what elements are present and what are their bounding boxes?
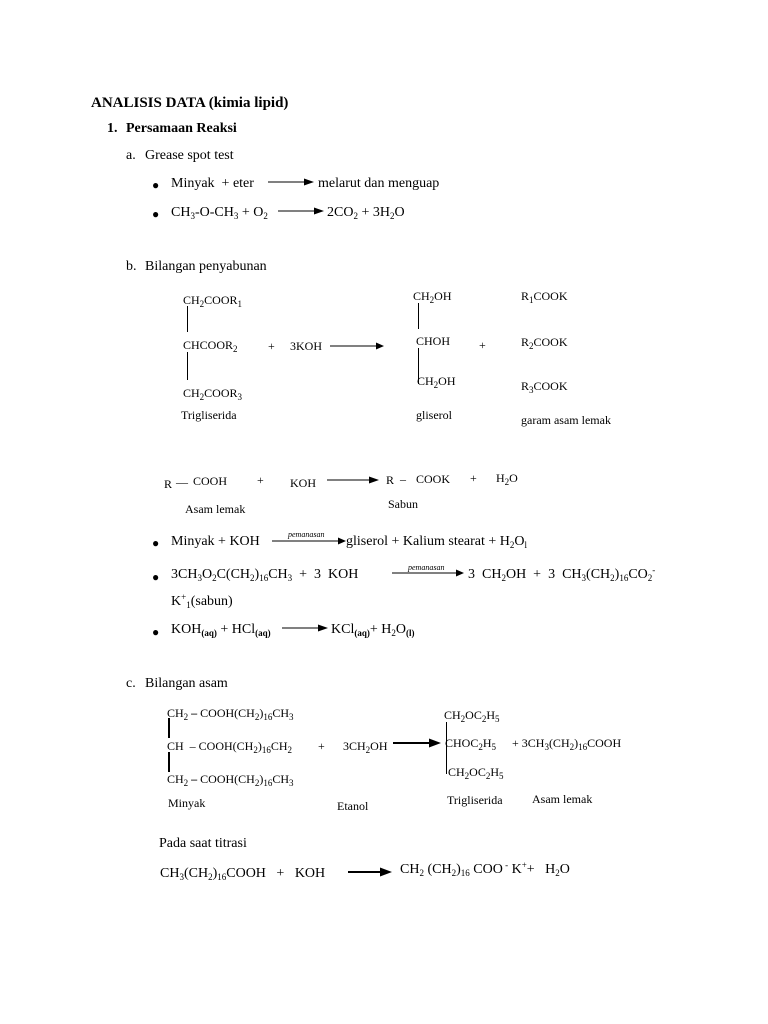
salt-line1: $R_1COOK$ xyxy=(521,289,568,305)
koh: KOH xyxy=(290,476,316,490)
oil-line3: $CH_2$ – $COOH(CH_2)_{16}CH_3$ xyxy=(167,772,294,788)
acid-r: R xyxy=(164,477,173,491)
arrow-icon xyxy=(278,205,324,217)
acid-cooh: COOH xyxy=(193,474,228,488)
section-number: 1. xyxy=(107,121,118,136)
triglyceride-line2: $CHCOOR_2$ xyxy=(183,338,238,354)
saponification-eq1-rhs: gliserol + Kalium stearat + $H_2O_l$ xyxy=(346,534,528,550)
bullet-icon: ● xyxy=(152,178,160,192)
grease-eq1-rhs: melarut dan menguap xyxy=(318,176,440,191)
label-gliserol: gliserol xyxy=(416,408,452,422)
salt-line3: $R_3COOK$ xyxy=(521,379,568,395)
bond-line xyxy=(418,303,419,329)
plus-sign: + xyxy=(257,473,264,487)
bullet-icon: ● xyxy=(152,570,160,584)
tg-line1: $CH_2OC_2H_5$ xyxy=(444,708,500,724)
arrow-icon xyxy=(272,535,346,547)
arrow-icon xyxy=(268,176,314,188)
saponification-eq2-rhs: 3 $CH_2OH + 3$ $CH_3(CH_2)_{16}CO_2^-$ xyxy=(468,565,656,583)
condition-label: pemanasan xyxy=(288,530,325,539)
label-asam-lemak: Asam lemak xyxy=(185,502,246,516)
saponification-eq2-line2: $K^+_1(sabun)$ xyxy=(171,592,233,610)
ethanol: $3CH_2OH$ xyxy=(343,739,388,755)
document-heading: ANALISIS DATA (kimia lipid) xyxy=(91,95,289,111)
label-asam-lemak-c: Asam lemak xyxy=(532,792,593,806)
grease-eq2-rhs: $2CO_2 + 3H_2O$ xyxy=(327,205,405,221)
oil-line2: CH – $COOH(CH_2)_{16}CH_2$ xyxy=(167,739,293,755)
plus-sign: + xyxy=(268,339,275,353)
arrow-icon xyxy=(330,340,384,352)
soap-cook: COOK xyxy=(416,472,451,486)
titration-lhs: $CH_3(CH_2)_{16}COOH$ + KOH xyxy=(160,866,326,882)
soap-r: R xyxy=(386,473,395,487)
subsection-a-marker: a. xyxy=(126,148,136,163)
arrow-icon xyxy=(282,622,328,634)
glycerol-line2: CHOH xyxy=(416,334,451,348)
glycerol-line1: $CH_2OH$ xyxy=(413,289,452,305)
triglyceride-line3: $CH_2COOR_3$ xyxy=(183,386,243,402)
product-acid: + $3CH_3(CH_2)_{16}COOH$ xyxy=(512,736,622,752)
grease-eq1-lhs: Minyak + eter xyxy=(171,176,254,191)
plus-sign: + xyxy=(479,338,486,352)
label-minyak: Minyak xyxy=(168,796,206,810)
water: $H_2O$ xyxy=(496,471,518,487)
tg-line3: $CH_2OC_2H_5$ xyxy=(448,765,504,781)
subsection-c-title: Bilangan asam xyxy=(145,676,228,691)
neutralization-lhs: $KOH_{(aq)} + HCl_{(aq)}$ xyxy=(171,622,271,638)
condition-label: pemanasan xyxy=(408,563,445,572)
label-sabun: Sabun xyxy=(388,497,418,511)
label-trigliserida-c: Trigliserida xyxy=(447,793,503,807)
tg-line2: $CHOC_2H_5$ xyxy=(445,736,497,752)
plus-sign: + xyxy=(318,739,325,753)
bullet-icon: ● xyxy=(152,536,160,550)
titration-title: Pada saat titrasi xyxy=(159,836,247,851)
koh-3: 3KOH xyxy=(290,339,322,353)
triglyceride-line1: $CH_2COOR_1$ xyxy=(183,293,243,309)
titration-rhs: $CH_2$ $(CH_2)_{16}$ COO - $K^++ H_2O$ xyxy=(400,860,570,878)
saponification-eq2-lhs: $3CH_3O_2C(CH_2)_{16}CH_3 + 3$ KOH xyxy=(171,567,359,583)
salt-line2: $R_2COOK$ xyxy=(521,335,568,351)
bond-dash: – xyxy=(400,472,406,486)
subsection-b-title: Bilangan penyabunan xyxy=(145,259,267,274)
section-title: Persamaan Reaksi xyxy=(126,121,237,136)
neutralization-rhs: $KCl_{(aq)}+ H_2O_{(l)}$ xyxy=(331,622,415,638)
bond-line xyxy=(187,352,188,380)
bond-line xyxy=(168,752,170,772)
label-trigliserida: Trigliserida xyxy=(181,408,237,422)
grease-eq2-lhs: $CH_3-O-CH_3 + O_2$ xyxy=(171,205,268,221)
bond-line xyxy=(168,718,170,738)
bullet-icon: ● xyxy=(152,625,160,639)
bond-line xyxy=(187,306,188,332)
arrow-icon xyxy=(393,737,441,749)
label-garam-asam-lemak: garam asam lemak xyxy=(521,413,611,427)
bullet-icon: ● xyxy=(152,207,160,221)
bond-dash: — xyxy=(176,475,188,489)
arrow-icon xyxy=(392,567,464,579)
oil-line1: $CH_2$ – $COOH(CH_2)_{16}CH_3$ xyxy=(167,706,294,722)
saponification-eq1-lhs: Minyak + KOH xyxy=(171,534,260,549)
glycerol-line3: $CH_2OH$ xyxy=(417,374,456,390)
subsection-a-title: Grease spot test xyxy=(145,148,234,163)
label-etanol: Etanol xyxy=(337,799,369,813)
plus-sign: + xyxy=(470,471,477,485)
subsection-b-marker: b. xyxy=(126,259,137,274)
arrow-icon xyxy=(348,866,392,878)
arrow-icon xyxy=(327,474,379,486)
subsection-c-marker: c. xyxy=(126,676,136,691)
